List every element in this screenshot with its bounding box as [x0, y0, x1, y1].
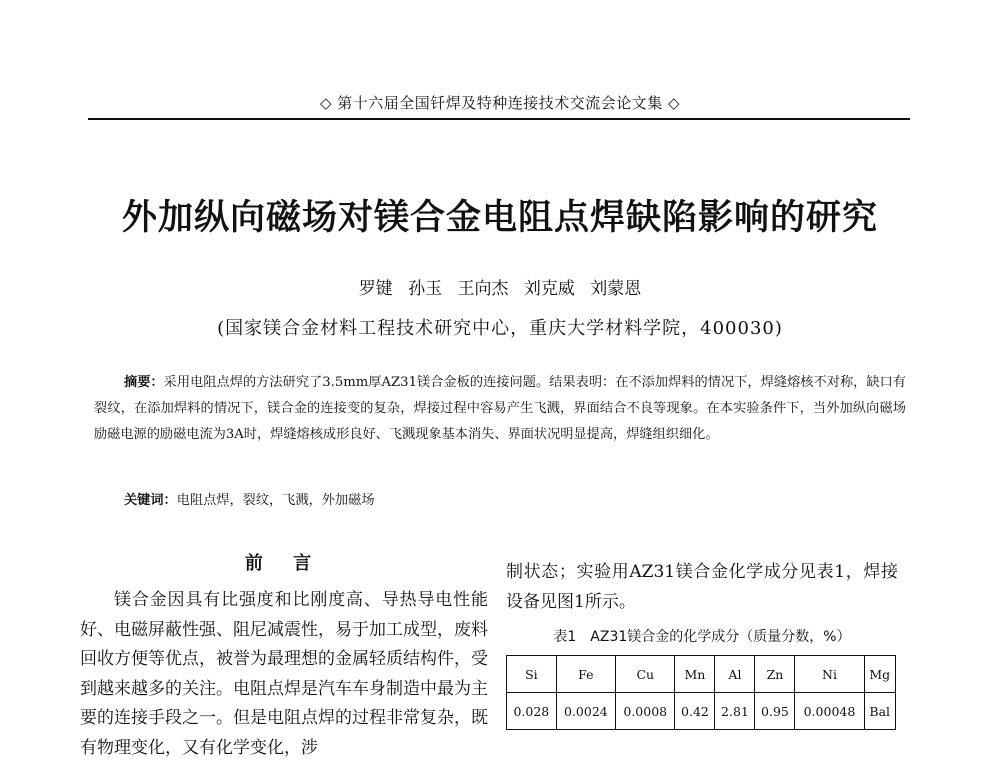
right-column: [506, 558, 898, 730]
authors: 罗键 孙玉 王向杰 刘克威 刘蒙恩: [358, 279, 642, 299]
header-rule: [88, 118, 910, 120]
abstract: [94, 370, 906, 448]
keywords-label: 关键词：: [124, 493, 177, 508]
table-header-cell: Si: [507, 656, 557, 693]
table-header-cell: Mg: [864, 656, 896, 693]
proceedings-header: ◇ 第十六届全国钎焊及特种连接技术交流会论文集 ◇: [319, 94, 681, 112]
affiliation: (国家镁合金材料工程技术研究中心，重庆大学材料学院，400030): [217, 318, 783, 339]
table-header-cell: Al: [715, 656, 755, 693]
table-header-row: [507, 656, 896, 693]
intro-paragraph: 镁合金因具有比强度和比刚度高、导热导电性能好、电磁屏蔽性强、阻尼减震性，易于加工成型，废料回收方便等优点，被誉为最理想的金属轻质结构件，受到越来越多的关注。电阻点焊是汽车车身制造中最为主要的连接手段之一。但是电阻点焊的过程非常复杂，既有物理变化，又有化学变化，涉: [80, 590, 488, 758]
table-cell: 0.0024: [556, 693, 615, 730]
table-header-cell: Zn: [755, 656, 795, 693]
abstract-label: 摘要：: [124, 375, 164, 390]
table-row: [507, 693, 896, 730]
table-header-cell: Fe: [556, 656, 615, 693]
table-cell: 0.42: [675, 693, 715, 730]
abstract-text: 采用电阻点焊的方法研究了3.5mm厚AZ31镁合金板的连接问题。结果表明：在不添加焊料的情况下，焊缝熔核不对称，缺口有裂纹，在添加焊料的情况下，镁合金的连接变的复杂，焊接过程中容易产生飞溅，界面结合不良等现象。在本实验条件下，当外加纵向磁场励磁电源的励磁电流为3A时，焊缝熔核成形良好、飞溅现象基本消失、界面状况明显提高，焊缝组织细化。: [94, 375, 906, 442]
table-cell: 0.028: [507, 693, 557, 730]
left-column: [80, 548, 488, 763]
table-cell: 0.0008: [616, 693, 675, 730]
table-cell: 2.81: [715, 693, 755, 730]
right-paragraph: 制状态；实验用AZ31镁合金化学成分见表1，焊接设备见图1所示。: [506, 562, 898, 612]
table-cell: 0.95: [755, 693, 795, 730]
keywords-text: 电阻点焊，裂纹，飞溅，外加磁场: [176, 493, 375, 508]
table-cell: Bal: [864, 693, 896, 730]
keywords: [94, 488, 906, 514]
table-header-cell: Mn: [675, 656, 715, 693]
table-caption: 表1 AZ31镁合金的化学成分（质量分数，%）: [553, 629, 851, 645]
composition-table: [506, 655, 896, 730]
table-cell: 0.00048: [795, 693, 864, 730]
table-header-cell: Cu: [616, 656, 675, 693]
section-heading-intro: 前 言: [244, 553, 324, 574]
table-header-cell: Ni: [795, 656, 864, 693]
paper-title: 外加纵向磁场对镁合金电阻点焊缺陷影响的研究: [121, 198, 878, 238]
